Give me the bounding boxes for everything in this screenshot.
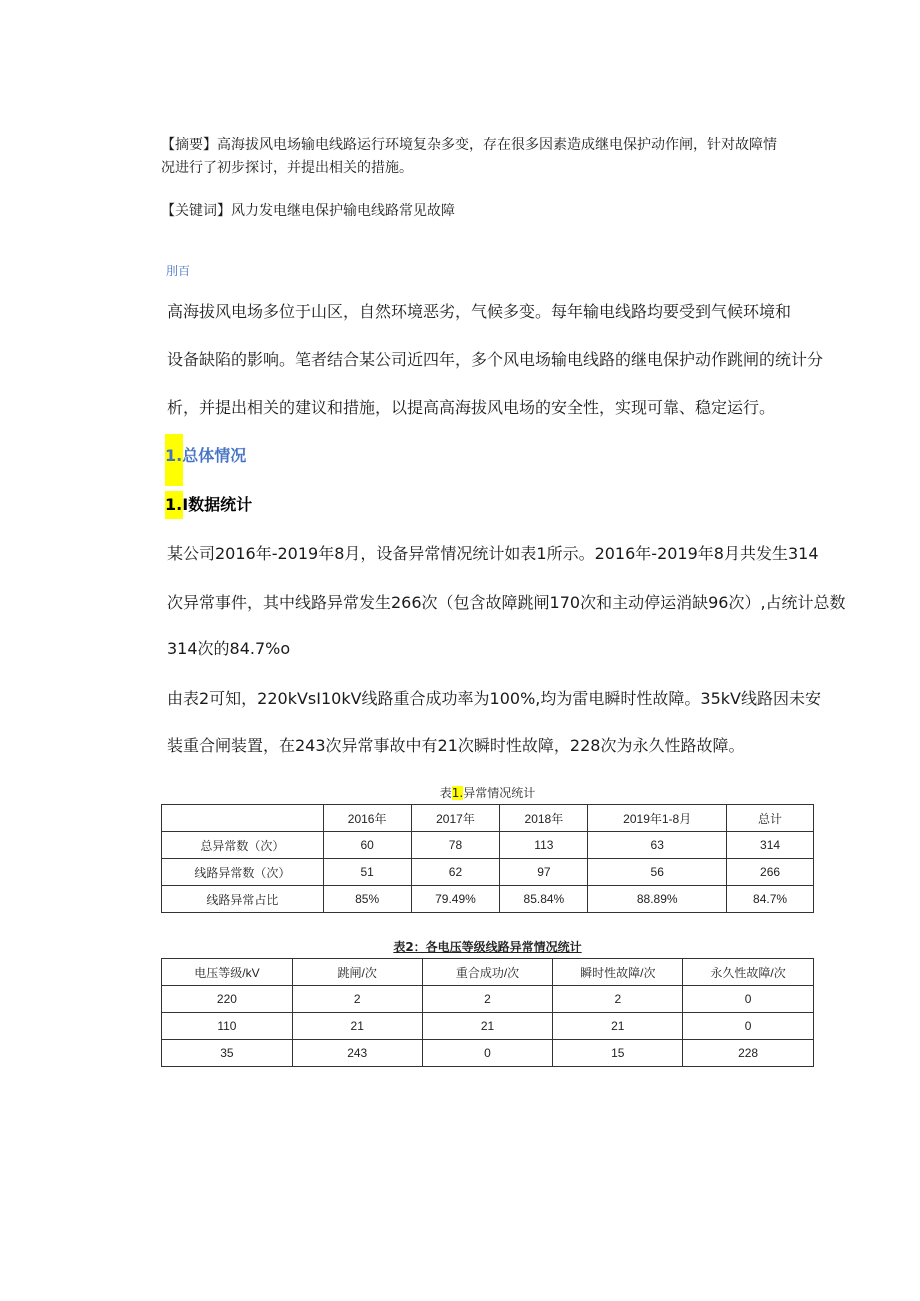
table2-cell: 15 xyxy=(553,1040,683,1067)
table1-caption-prefix: 表 xyxy=(439,786,452,800)
table2-caption: 表2：各电压等级线路异常情况统计 xyxy=(393,940,582,954)
table1-cell: 56 xyxy=(588,859,727,886)
table2 xyxy=(161,958,814,1067)
table1 xyxy=(161,804,814,913)
section-1-title: 总体情况 xyxy=(182,446,247,465)
para1-line-1: 某公司2016年-2019年8月，设备异常情况统计如表1所示。2016年-2019年8月共发生314 xyxy=(167,544,819,563)
table2-header-cell: 瞬时性故障/次 xyxy=(553,959,683,986)
table1-header-cell xyxy=(162,805,324,832)
table1-cell: 78 xyxy=(411,832,500,859)
table1-cell: 总异常数（次） xyxy=(162,832,324,859)
table1-cell: 314 xyxy=(727,832,814,859)
table1-cell: 79.49% xyxy=(411,886,500,913)
table1-header-cell: 2018年 xyxy=(500,805,588,832)
table1-cell: 62 xyxy=(411,859,500,886)
table1-cell: 线路异常占比 xyxy=(162,886,324,913)
table2-cell: 0 xyxy=(683,986,814,1013)
abstract-line-2: 况进行了初步探讨，并提出相关的措施。 xyxy=(161,160,413,176)
table1-header-cell: 2017年 xyxy=(411,805,500,832)
table1-cell: 85% xyxy=(323,886,411,913)
table2-cell: 21 xyxy=(292,1013,422,1040)
table2-header-cell: 重合成功/次 xyxy=(422,959,553,986)
table2-cell: 243 xyxy=(292,1040,422,1067)
table2-cell: 2 xyxy=(553,986,683,1013)
table2-cell: 228 xyxy=(683,1040,814,1067)
table1-cell: 113 xyxy=(500,832,588,859)
para2-line-2: 装重合闸装置，在243次异常事故中有21次瞬时性故障，228次为永久性路故障。 xyxy=(167,736,745,755)
intro-line-1: 高海拔风电场多位于山区，自然环境恶劣，气候多变。每年输电线路均要受到气候环境和 xyxy=(167,302,792,321)
table2-header-row xyxy=(162,959,814,986)
section-1-1-number: 1. xyxy=(165,495,183,514)
table1-cell: 97 xyxy=(500,859,588,886)
table1-header-cell: 2019年1-8月 xyxy=(588,805,727,832)
table2-cell: 35 xyxy=(162,1040,293,1067)
intro-line-2: 设备缺陷的影响。笔者结合某公司近四年，多个风电场输电线路的继电保护动作跳闸的统计分 xyxy=(167,350,824,369)
table2-cell: 2 xyxy=(422,986,553,1013)
table2-row xyxy=(162,1013,814,1040)
table1-row xyxy=(162,832,814,859)
table2-cell: 0 xyxy=(683,1013,814,1040)
table1-cell: 88.89% xyxy=(588,886,727,913)
table1-header-cell: 2016年 xyxy=(323,805,411,832)
table2-header-cell: 电压等级/kV xyxy=(162,959,293,986)
table2-cell: 110 xyxy=(162,1013,293,1040)
table2-cell: 220 xyxy=(162,986,293,1013)
table2-cell: 21 xyxy=(553,1013,683,1040)
section-1-1-heading xyxy=(165,493,252,517)
table1-cell: 51 xyxy=(323,859,411,886)
section-1-heading xyxy=(165,444,246,468)
table1-cell: 60 xyxy=(323,832,411,859)
table1-row xyxy=(162,859,814,886)
para2-line-1: 由表2可知，220kVsI10kV线路重合成功率为100%,均为雷电瞬时性故障。35kV线路因未安 xyxy=(167,689,821,708)
table1-cell: 266 xyxy=(727,859,814,886)
table1-cell: 85.84% xyxy=(500,886,588,913)
table1-cell: 63 xyxy=(588,832,727,859)
preface-heading: 刖百 xyxy=(166,264,191,278)
table1-row xyxy=(162,886,814,913)
section-1-number: 1. xyxy=(165,446,183,465)
table1-header-row xyxy=(162,805,814,832)
table1-header-cell: 总计 xyxy=(727,805,814,832)
section-1-1-title: I数据统计 xyxy=(182,495,253,514)
table1-caption xyxy=(161,784,814,801)
table2-cell: 21 xyxy=(422,1013,553,1040)
abstract-line-1: 【摘要】高海拔风电场输电线路运行环境复杂多变，存在很多因素造成继电保护动作闸，针对故障情 xyxy=(161,137,777,153)
table2-cell: 2 xyxy=(292,986,422,1013)
abstract xyxy=(161,134,861,180)
para1-line-3: 314次的84.7%o xyxy=(167,639,291,658)
table1-cell: 线路异常数（次） xyxy=(162,859,324,886)
table2-header-cell: 永久性故障/次 xyxy=(683,959,814,986)
table1-cell: 84.7% xyxy=(727,886,814,913)
intro-line-3: 析，并提出相关的建议和措施，以提高高海拔风电场的安全性，实现可靠、稳定运行。 xyxy=(167,398,776,417)
table1-caption-number: 1. xyxy=(451,786,464,800)
table2-row xyxy=(162,1040,814,1067)
table2-cell: 0 xyxy=(422,1040,553,1067)
para1-line-2: 次异常事件，其中线路异常发生266次（包含故障跳闸170次和主动停运消缺96次）,占统计总数 xyxy=(167,593,846,612)
table2-row xyxy=(162,986,814,1013)
table2-header-cell: 跳闸/次 xyxy=(292,959,422,986)
keywords: 【关键词】风力发电继电保护输电线路常见故障 xyxy=(161,203,455,219)
table1-caption-text: 异常情况统计 xyxy=(463,786,536,800)
